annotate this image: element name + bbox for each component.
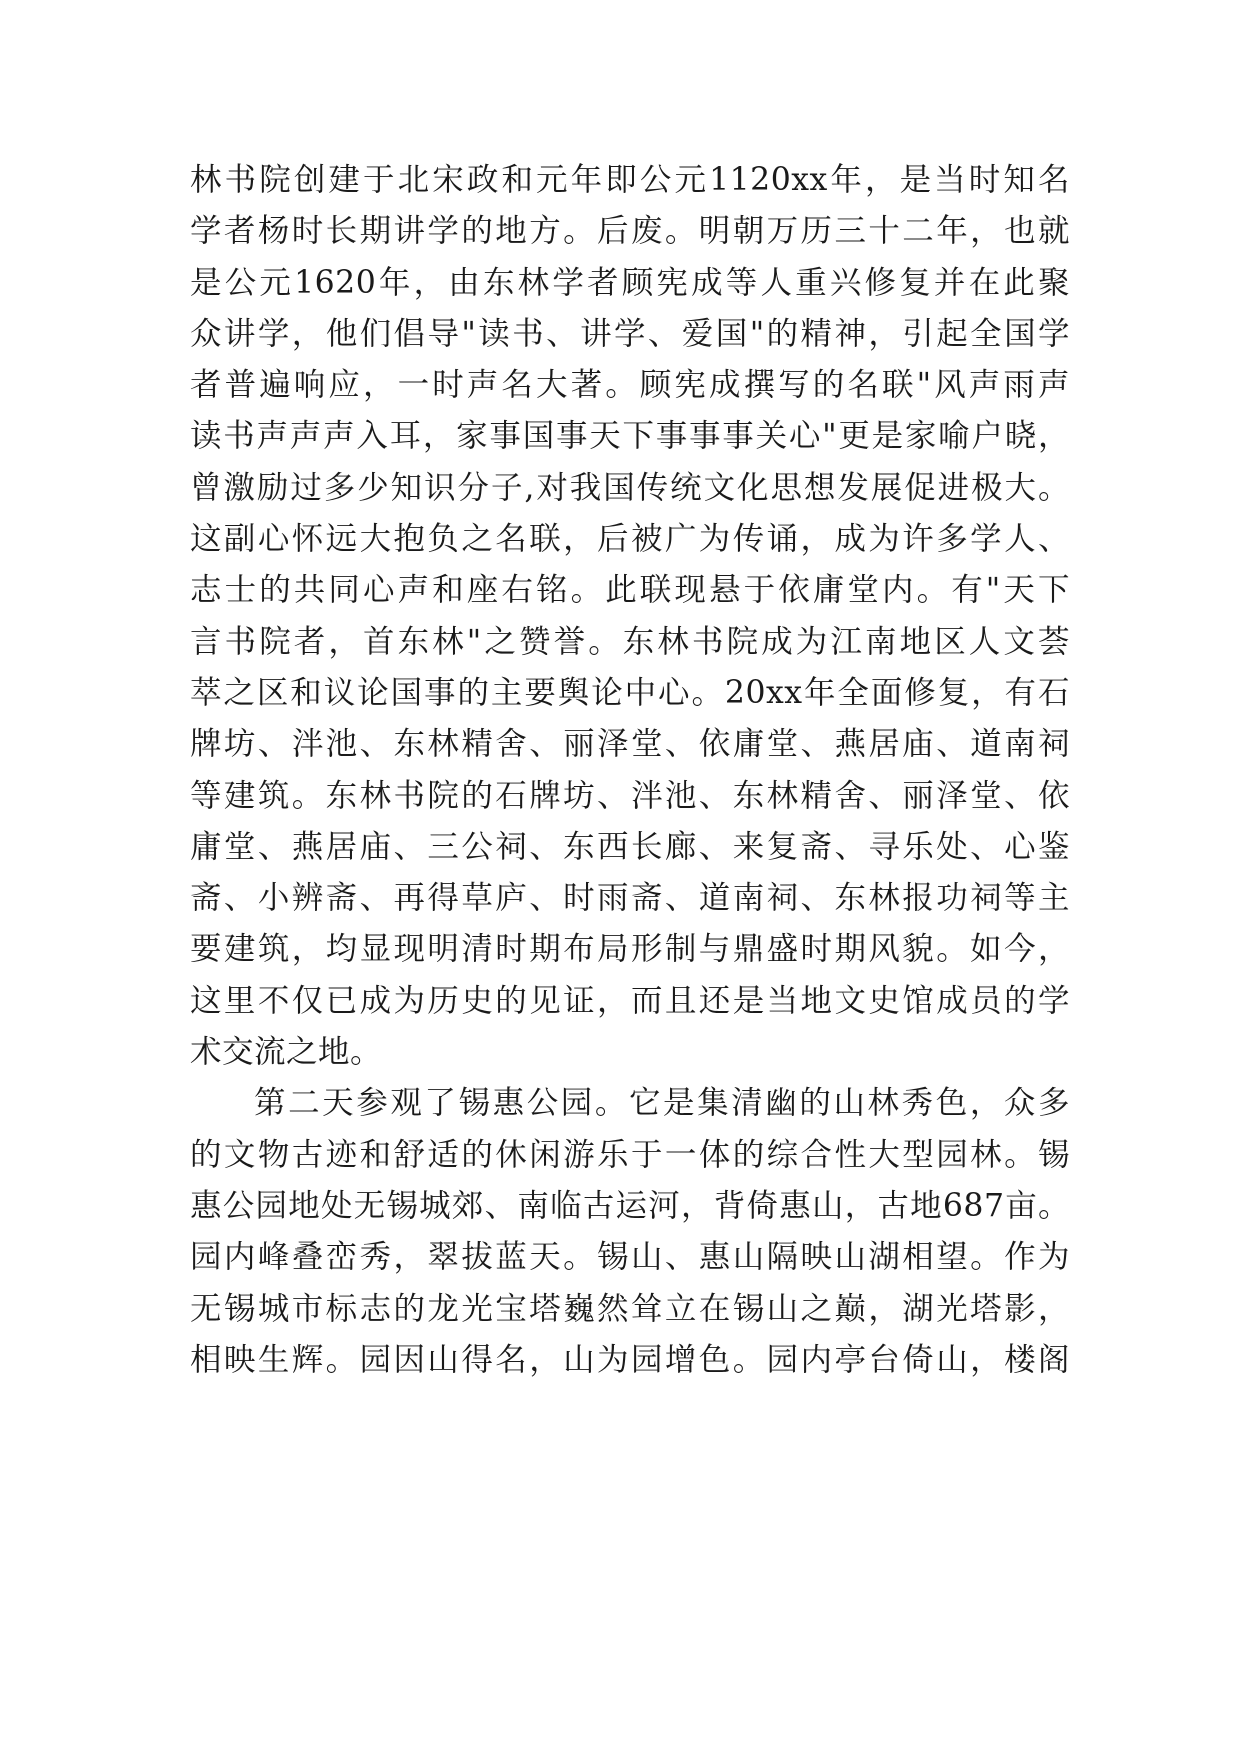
text-line: 相映生辉。园因山得名，山为园增色。园内亭台倚山，楼阁: [190, 1341, 1070, 1378]
text-line: 学者杨时长期讲学的地方。后废。明朝万历三十二年，也就: [190, 213, 1070, 250]
text-line: 等建筑。东林书院的石牌坊、泮池、东林精舍、丽泽堂、依: [190, 777, 1070, 814]
text-line: 林书院创建于北宋政和元年即公元1120xx年，是当时知名: [190, 162, 1070, 198]
text-line: 曾激励过多少知识分子,对我国传统文化思想发展促进极大。: [190, 469, 1070, 506]
text-line: 牌坊、泮池、东林精舍、丽泽堂、依庸堂、燕居庙、道南祠: [190, 726, 1070, 763]
text-line: 志士的共同心声和座右铭。此联现悬于依庸堂内。有"天下: [190, 572, 1070, 609]
text-line: 这副心怀远大抱负之名联，后被广为传诵，成为许多学人、: [190, 521, 1070, 558]
text-line: 庸堂、燕居庙、三公祠、东西长廊、来复斋、寻乐处、心鉴: [190, 828, 1070, 865]
text-line: 斋、小辨斋、再得草庐、时雨斋、道南祠、东林报功祠等主: [190, 880, 1070, 917]
paragraph-2: [190, 1078, 1070, 1386]
text-line: 无锡城市标志的龙光宝塔巍然耸立在锡山之巅，湖光塔影，: [190, 1290, 1070, 1327]
text-line: 是公元1620年，由东林学者顾宪成等人重兴修复并在此聚: [190, 264, 1070, 301]
text-line: 读书声声声入耳，家事国事天下事事事关心"更是家喻户晓，: [190, 418, 1070, 455]
text-line: 园内峰叠峦秀，翠拔蓝天。锡山、惠山隔映山湖相望。作为: [190, 1239, 1070, 1276]
text-line: 惠公园地处无锡城郊、南临古运河，背倚惠山，古地687亩。: [190, 1187, 1070, 1224]
text-line: 的文物古迹和舒适的休闲游乐于一体的综合性大型园林。锡: [190, 1136, 1070, 1173]
text-line: 第二天参观了锡惠公园。它是集清幽的山林秀色，众多: [254, 1085, 1070, 1122]
text-line: 术交流之地。: [190, 1034, 383, 1071]
text-line: 众讲学，他们倡导"读书、讲学、爱国"的精神，引起全国学: [190, 315, 1070, 352]
text-line: 者普遍响应，一时声名大著。顾宪成撰写的名联"风声雨声: [190, 367, 1070, 404]
text-line: 言书院者，首东林"之赞誉。东林书院成为江南地区人文荟: [190, 623, 1070, 660]
body-text: [190, 155, 1070, 1386]
text-line: 萃之区和议论国事的主要舆论中心。20xx年全面修复，有石: [190, 674, 1070, 711]
paragraph-1: [190, 155, 1070, 1078]
text-line: 这里不仅已成为历史的见证，而且还是当地文史馆成员的学: [190, 982, 1070, 1019]
text-line: 要建筑，均显现明清时期布局形制与鼎盛时期风貌。如今，: [190, 931, 1070, 968]
